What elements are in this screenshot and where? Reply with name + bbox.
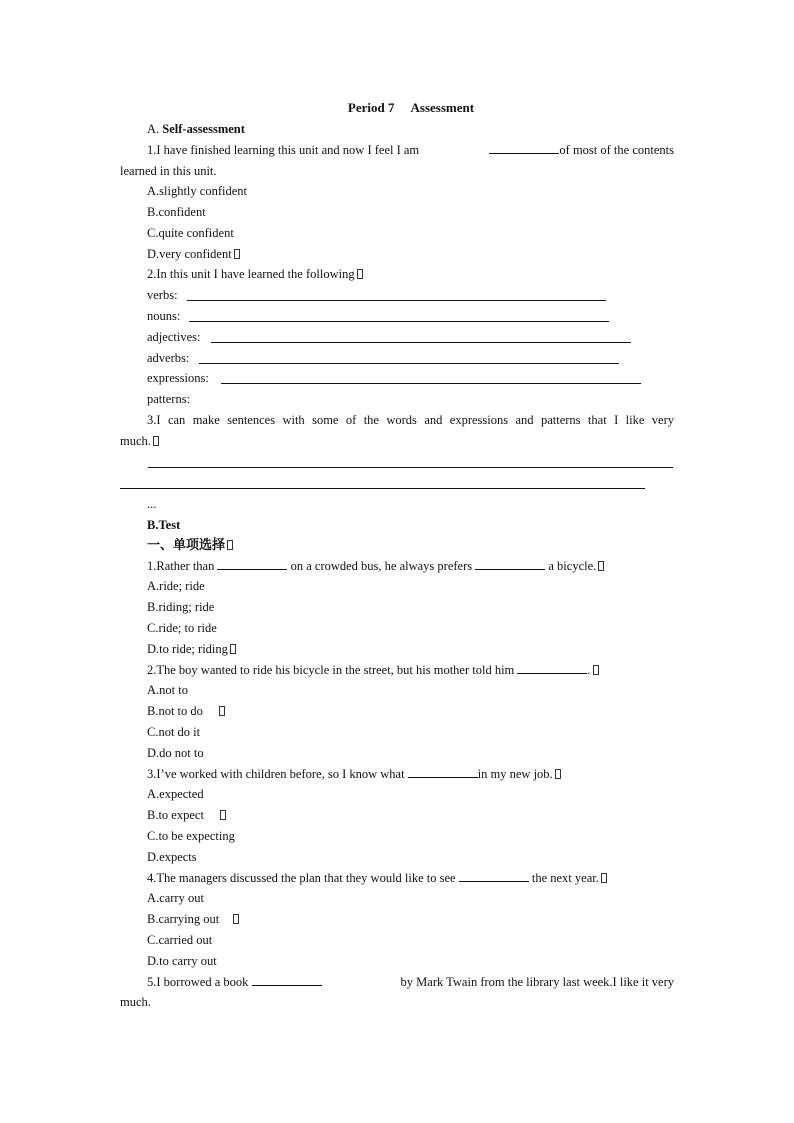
patterns-label: patterns:: [147, 392, 191, 406]
q3-option-c: C.to be expecting: [147, 829, 235, 843]
nouns-label: nouns:: [147, 309, 181, 323]
checkbox-icon: [593, 665, 599, 675]
checkbox-icon: [555, 769, 561, 779]
self-q3-continuation: much.: [120, 433, 159, 449]
q1-option-b: B.riding; ride: [147, 600, 215, 614]
self-q1-line: 1.I have finished learning this unit and now I feel I am of most of the contents: [147, 143, 674, 157]
checkbox-icon: [220, 810, 226, 820]
expressions-answer-line[interactable]: [221, 383, 641, 384]
verbs-label: verbs:: [147, 288, 178, 302]
sentence-answer-line-1[interactable]: [148, 467, 673, 468]
q3-option-b: B.to expect: [147, 807, 226, 823]
verbs-answer-line[interactable]: [187, 300, 606, 301]
q2-option-d: D.do not to: [147, 746, 204, 760]
test-q4-stem: 4.The managers discussed the plan that they would like to see the next year.: [147, 870, 607, 886]
nouns-answer-line[interactable]: [189, 321, 609, 322]
title-assessment: Assessment: [410, 100, 475, 115]
answer-blank[interactable]: [475, 558, 545, 570]
test-q5-stem: 5.I borrowed a book by Mark Twain from the library last week.I like it very: [147, 975, 674, 989]
test-q5-continuation: much.: [120, 995, 151, 1009]
q3-option-d: D.expects: [147, 850, 197, 864]
q4-option-d: D.to carry out: [147, 954, 217, 968]
q3-option-a: A.expected: [147, 787, 204, 801]
answer-blank[interactable]: [252, 974, 322, 986]
q2-option-b: B.not to do: [147, 703, 225, 719]
q2-option-a: A.not to: [147, 683, 188, 697]
q4-option-c: C.carried out: [147, 933, 213, 947]
option-d: D.very confident: [147, 246, 240, 262]
q1-option-d: D.to ride; riding: [147, 641, 236, 657]
option-a: A.slightly confident: [147, 184, 247, 198]
answer-blank[interactable]: [489, 142, 559, 154]
test-q1-stem: 1.Rather than on a crowded bus, he always prefers a bicycle.: [147, 558, 604, 574]
checkbox-icon: [601, 873, 607, 883]
option-c: C.quite confident: [147, 226, 234, 240]
self-q1-continuation: learned in this unit.: [120, 164, 217, 178]
self-q1-stem: 1.I have finished learning this unit and now I feel I am: [147, 143, 420, 157]
page-title: [0, 100, 794, 116]
q4-option-b: B.carrying out: [147, 911, 239, 927]
checkbox-icon: [598, 561, 604, 571]
title-period: Period 7: [347, 100, 395, 115]
answer-blank[interactable]: [459, 870, 529, 882]
self-q3-stem: 3.I can make sentences with some of the words and expressions and patterns that I like very: [147, 413, 674, 427]
checkbox-icon: [230, 644, 236, 654]
test-q2-stem: 2.The boy wanted to ride his bicycle in the street, but his mother told him .: [147, 662, 599, 678]
q1-option-c: C.ride; to ride: [147, 621, 217, 635]
option-b: B.confident: [147, 205, 206, 219]
adverbs-label: adverbs:: [147, 351, 190, 365]
expressions-label: expressions:: [147, 371, 209, 385]
checkbox-icon: [153, 436, 159, 446]
test-q3-stem: 3.I’ve worked with children before, so I know what in my new job.: [147, 766, 561, 782]
checkbox-icon: [227, 540, 233, 550]
section-b-heading: B.Test: [147, 518, 181, 532]
part-one-heading: 一、单项选择: [147, 537, 233, 554]
sentence-answer-line-2[interactable]: [120, 488, 645, 489]
checkbox-icon: [219, 706, 225, 716]
adjectives-label: adjectives:: [147, 330, 201, 344]
self-q2-stem: 2.In this unit I have learned the following: [147, 266, 363, 282]
adjectives-answer-line[interactable]: [211, 342, 631, 343]
q2-option-c: C.not do it: [147, 725, 201, 739]
answer-blank[interactable]: [408, 766, 478, 778]
checkbox-icon: [234, 249, 240, 259]
checkbox-icon: [357, 269, 363, 279]
checkbox-icon: [233, 914, 239, 924]
adverbs-answer-line[interactable]: [199, 363, 619, 364]
ellipsis: ...: [147, 497, 157, 511]
q1-option-a: A.ride; ride: [147, 579, 205, 593]
section-a-heading: A. Self-assessment: [147, 122, 245, 136]
answer-blank[interactable]: [517, 662, 587, 674]
answer-blank[interactable]: [217, 558, 287, 570]
q4-option-a: A.carry out: [147, 891, 204, 905]
